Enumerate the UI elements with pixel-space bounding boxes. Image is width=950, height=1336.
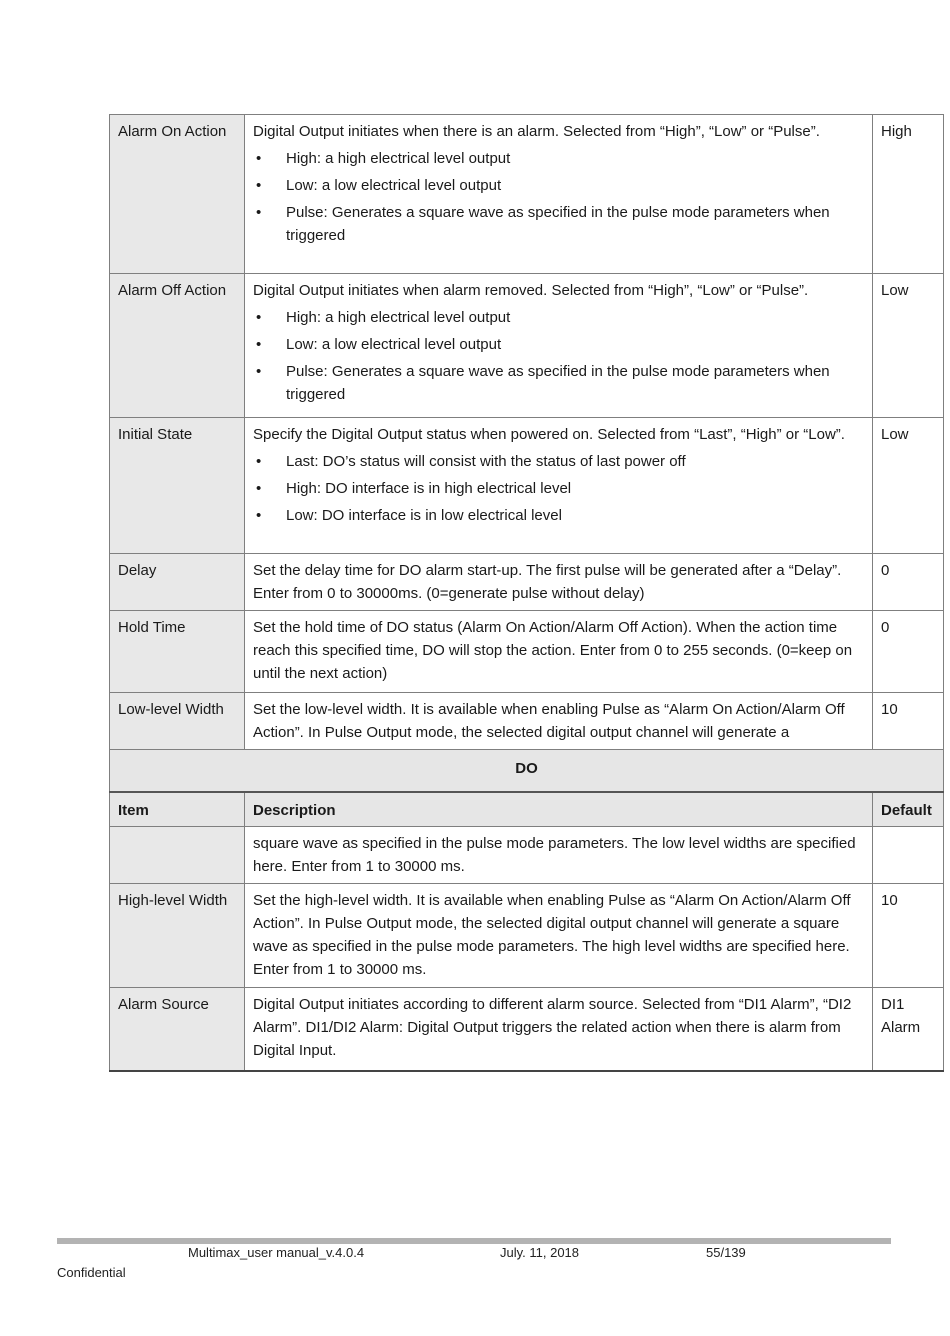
table-row xyxy=(110,418,944,554)
default-cell xyxy=(873,826,944,883)
item-cell: High-level Width xyxy=(110,883,245,987)
list-item: • Pulse: Generates a square wave as specified in the pulse mode parameters when triggered xyxy=(253,360,864,406)
description-text: Digital Output initiates when there is an alarm. Selected from “High”, “Low” or “Pulse”. xyxy=(253,123,820,140)
item-cell: Alarm Source xyxy=(110,987,245,1071)
parameter-table xyxy=(109,114,944,1072)
description-text: Digital Output initiates when alarm removed. Selected from “High”, “Low” or “Pulse”. xyxy=(253,282,809,299)
footer-page-number: 55/139 xyxy=(706,1245,746,1260)
list-item: • High: DO interface is in high electrical level xyxy=(253,477,864,500)
item-cell: Initial State xyxy=(110,418,245,554)
default-cell: DI1 Alarm xyxy=(873,987,944,1071)
table-row xyxy=(110,826,944,883)
list-item: • Low: a low electrical level output xyxy=(253,333,864,356)
footer-doc-name: Multimax_user manual_v.4.0.4 xyxy=(188,1245,365,1260)
description-cell xyxy=(245,115,873,274)
list-item: • Low: DO interface is in low electrical level xyxy=(253,504,864,527)
item-cell xyxy=(110,826,245,883)
list-item: • High: a high electrical level output xyxy=(253,147,864,170)
list-item: • Pulse: Generates a square wave as specified in the pulse mode parameters when triggered xyxy=(253,201,864,247)
description-cell xyxy=(245,693,873,750)
description-cell xyxy=(245,418,873,554)
default-cell: 10 xyxy=(873,883,944,987)
footer-classification: Confidential xyxy=(57,1265,126,1280)
description-cell xyxy=(245,826,873,883)
list-item: • High: a high electrical level output xyxy=(253,306,864,329)
default-cell: 0 xyxy=(873,554,944,611)
table-section-row xyxy=(110,750,944,792)
default-cell: Low xyxy=(873,274,944,418)
description-text: Set the high-level width. It is available when enabling Pulse as “Alarm On Action/Alarm Off Action”. In Pulse Output mode, the selected digital output channel will generate a square wave as specified in the pulse mode parameters. The high level widths are specified here. Enter from 1 to 30000 ms. xyxy=(253,891,851,978)
item-cell: Delay xyxy=(110,554,245,611)
footer-date: July. 11, 2018 xyxy=(500,1245,580,1260)
footer-divider xyxy=(57,1238,891,1244)
default-cell: 10 xyxy=(873,693,944,750)
default-cell: Low xyxy=(873,418,944,554)
description-text: Digital Output initiates according to different alarm source. Selected from “DI1 Alarm”, “DI2 Alarm”. DI1/DI2 Alarm: Digital Output triggers the related action when there is alarm from Digital Input. xyxy=(253,995,852,1059)
description-cell xyxy=(245,554,873,611)
description-text: Specify the Digital Output status when powered on. Selected from “Last”, “High” or “Low”. xyxy=(253,426,845,443)
item-cell: Alarm On Action xyxy=(110,115,245,274)
column-header-description: Description xyxy=(245,792,873,827)
table-row xyxy=(110,554,944,611)
bullet-list xyxy=(253,450,864,527)
bullet-list xyxy=(253,147,864,247)
description-text: Set the low-level width. It is available when enabling Pulse as “Alarm On Action/Alarm Off Action”. In Pulse Output mode, the selected digital output channel will generate a xyxy=(253,701,845,741)
table-row xyxy=(110,987,944,1071)
description-text: square wave as specified in the pulse mode parameters. The low level widths are specified here. Enter from 1 to 30000 ms. xyxy=(253,834,856,875)
description-cell xyxy=(245,274,873,418)
description-cell xyxy=(245,987,873,1071)
description-text: Set the delay time for DO alarm start-up. The first pulse will be generated after a “Delay”. Enter from 0 to 30000ms. (0=generate pulse without delay) xyxy=(253,562,842,602)
table-row xyxy=(110,611,944,693)
table-row xyxy=(110,274,944,418)
table-header-row xyxy=(110,792,944,827)
table-row xyxy=(110,883,944,987)
column-header-item: Item xyxy=(110,792,245,827)
list-item: • Low: a low electrical level output xyxy=(253,174,864,197)
default-cell: High xyxy=(873,115,944,274)
description-cell xyxy=(245,883,873,987)
column-header-default: Default xyxy=(873,792,944,827)
list-item: • Last: DO’s status will consist with the status of last power off xyxy=(253,450,864,473)
default-cell: 0 xyxy=(873,611,944,693)
item-cell: Hold Time xyxy=(110,611,245,693)
description-cell xyxy=(245,611,873,693)
section-title: DO xyxy=(110,750,944,792)
bullet-list xyxy=(253,306,864,406)
item-cell: Alarm Off Action xyxy=(110,274,245,418)
table-row xyxy=(110,693,944,750)
item-cell: Low-level Width xyxy=(110,693,245,750)
table-row xyxy=(110,115,944,274)
description-text: Set the hold time of DO status (Alarm On Action/Alarm Off Action). When the action time reach this specified time, DO will stop the action. Enter from 0 to 255 seconds. (0=keep on until the next action) xyxy=(253,619,853,682)
